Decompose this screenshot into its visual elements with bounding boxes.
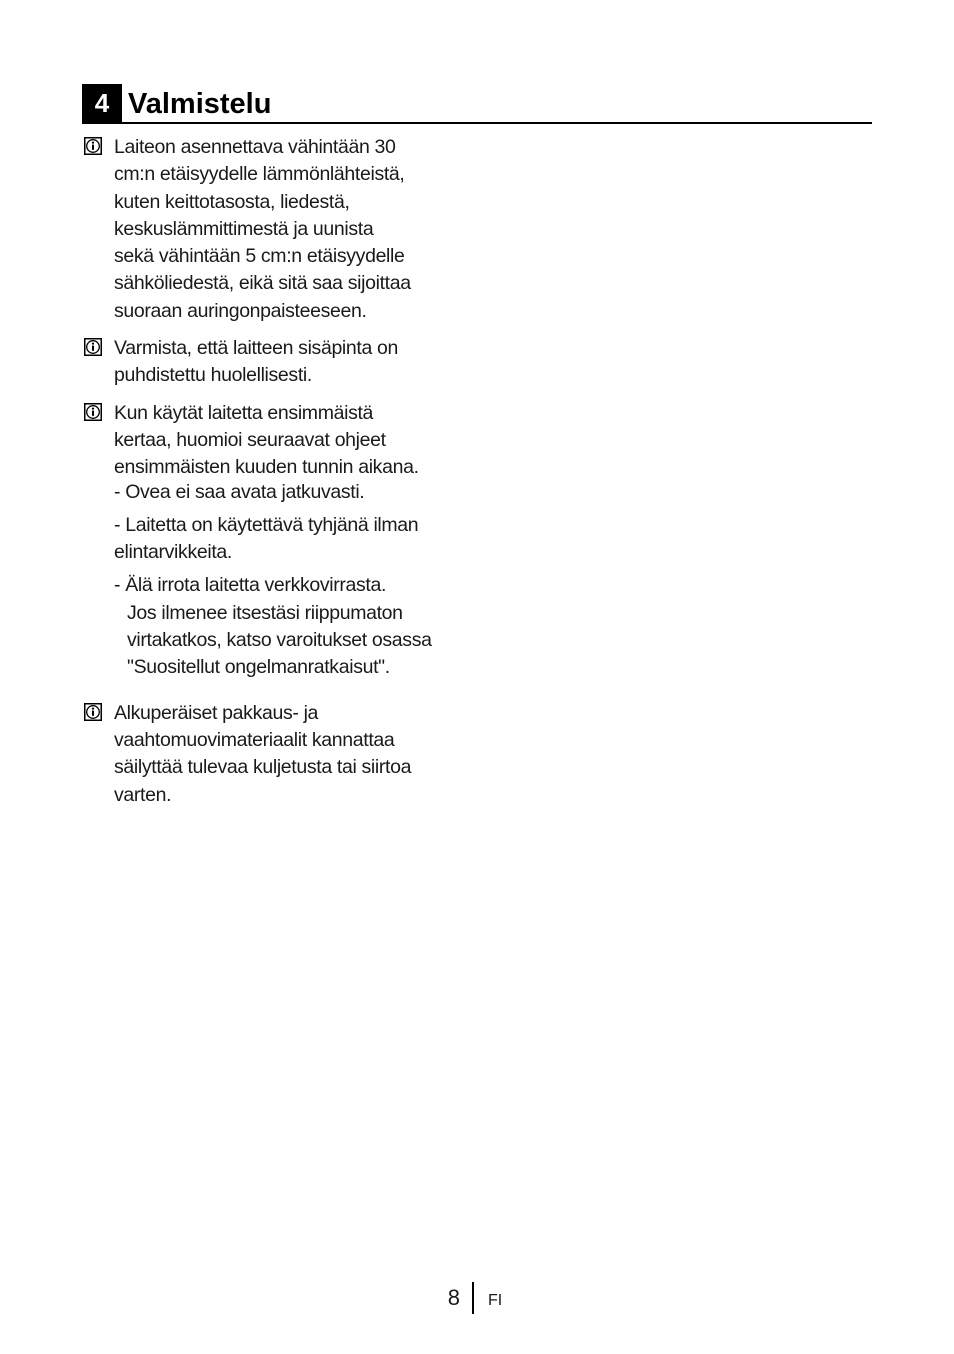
instruction-text: Kun käytät laitetta ensimmäistä kertaa, huomioi seuraavat ohjeet ensimmäisten kuuden tunnin aikana. [114, 401, 419, 479]
instruction-item-packaging [82, 700, 482, 809]
sub-instruction-power-continuation: Jos ilmenee itsestäsi riippumaton virtakatkos, katso varoitukset osassa "Suositellut ongelmanratkaisut". [127, 601, 432, 679]
footer-divider [472, 1282, 474, 1314]
instruction-list [82, 134, 482, 819]
instruction-text: Laiteon asennettava vähintään 30 cm:n etäisyydelle lämmönlähteistä, kuten keittotasosta, liedestä, keskuslämmittimestä ja uunista sekä vähintään 5 cm:n etäisyydelle sähköliedestä, eikä sitä saa sijoittaa suoraan auringonpaisteeseen. [114, 136, 411, 322]
info-icon [84, 338, 102, 356]
instruction-text: Varmista, että laitteen sisäpinta on puhdistettu huolellisesti. [114, 337, 399, 387]
sub-instruction-door: - Ovea ei saa avata jatkuvasti. [114, 480, 365, 503]
instruction-text: Alkuperäiset pakkaus- ja vaahtomuovimateriaalit kannattaa säilyttää tulevaa kuljetusta tai siirtoa varten. [114, 701, 412, 806]
info-icon [84, 403, 102, 421]
info-icon [84, 703, 102, 721]
section-title: Valmistelu [128, 88, 272, 120]
page-number: 8 [447, 1285, 460, 1310]
info-icon [84, 137, 102, 155]
sub-instruction-power: - Älä irrota laitetta verkkovirrasta. [114, 574, 387, 597]
section-number: 4 [82, 84, 122, 122]
page-footer [0, 1282, 954, 1316]
instruction-item-first-use [82, 400, 482, 682]
instruction-item-clean-interior [82, 335, 482, 390]
language-code: FI [488, 1292, 503, 1309]
sub-instruction-empty: - Laitetta on käytettävä tyhjänä ilman elintarvikkeita. [114, 513, 419, 564]
section-header [82, 84, 872, 124]
instruction-item-installation-distance [82, 134, 482, 325]
